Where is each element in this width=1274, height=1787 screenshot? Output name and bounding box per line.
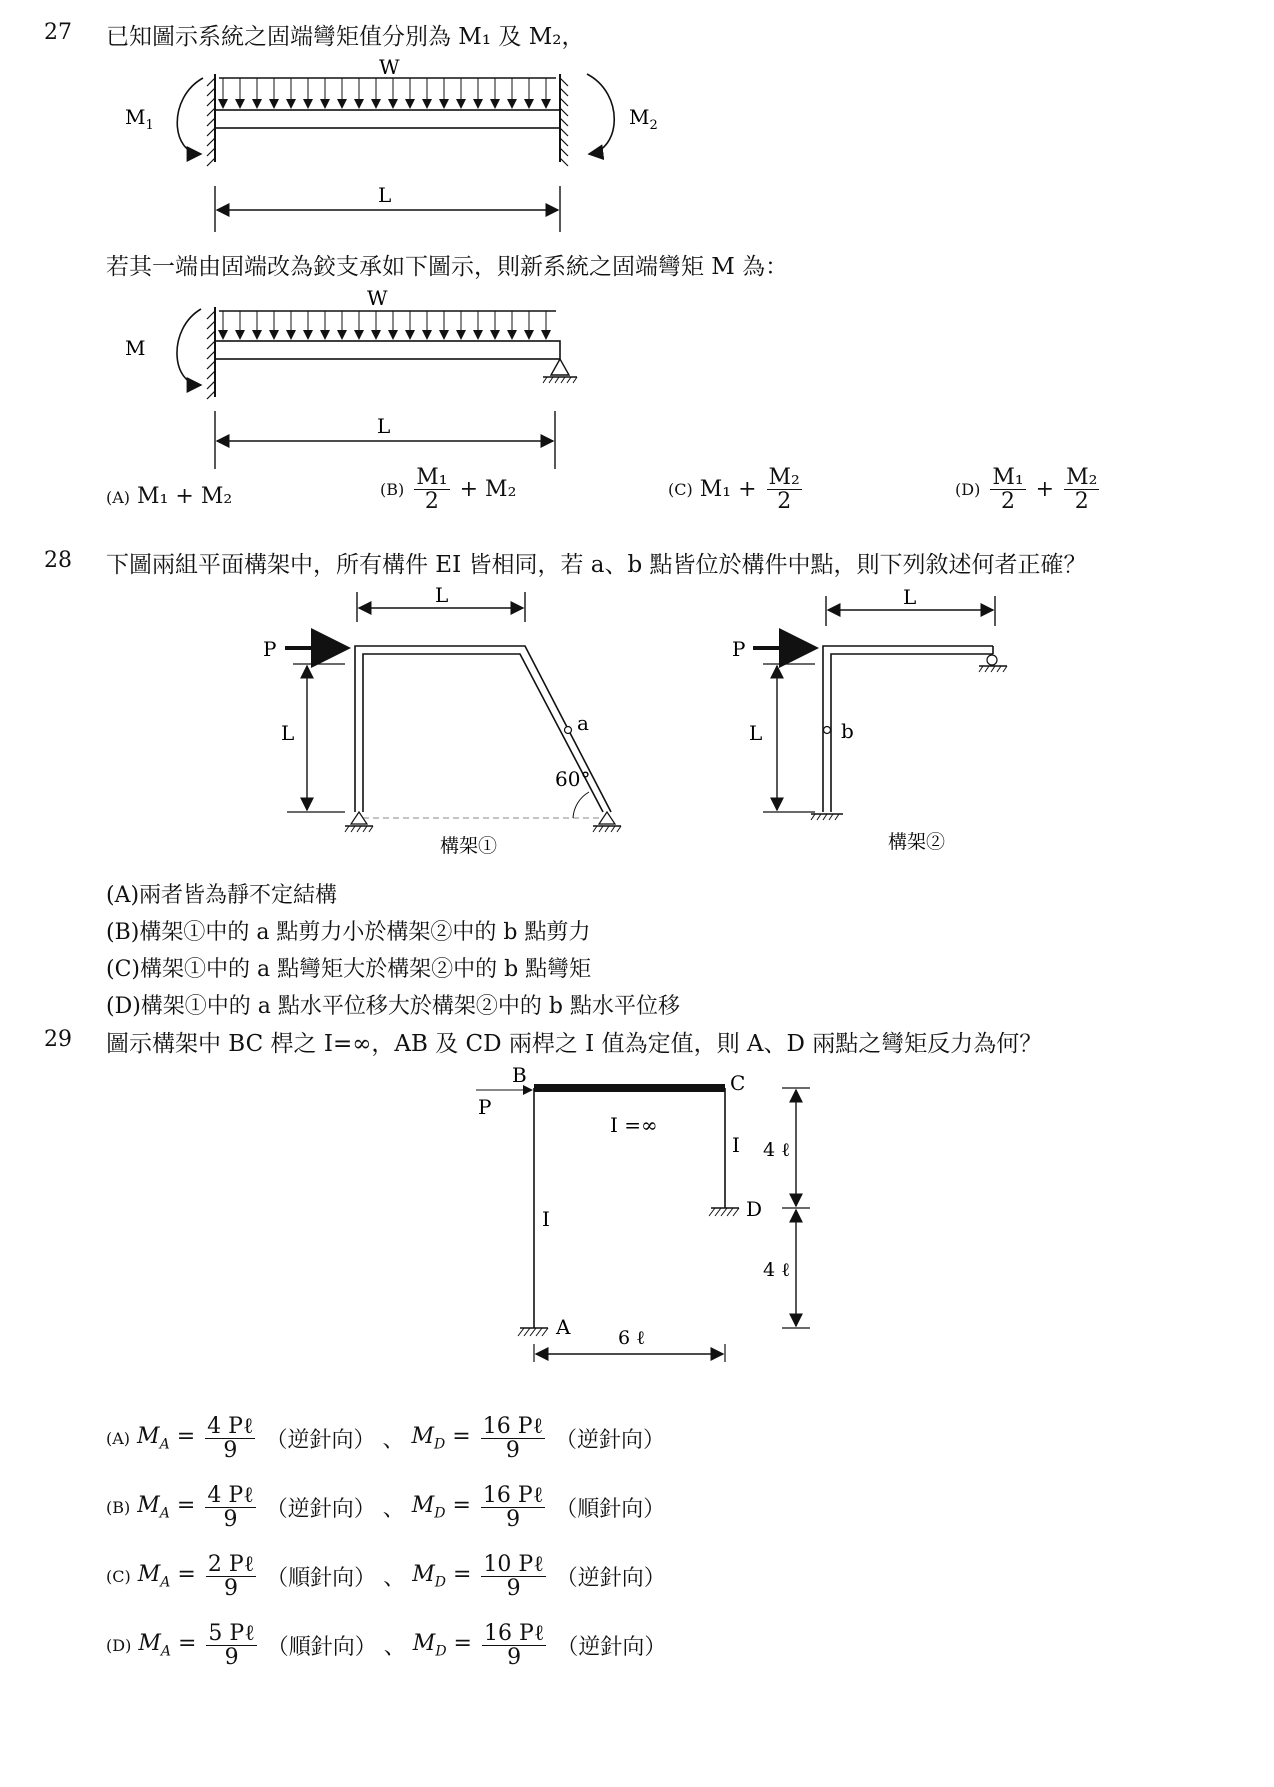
q27-option-b-label: (B)	[380, 480, 405, 500]
frame-1-height-label: L	[281, 721, 295, 745]
q29-option-d-ma-direction: （順針向）	[266, 1635, 377, 1661]
q29-option-a-ma-numerator: 4 Pℓ	[207, 1414, 254, 1439]
q27-option-b-numerator: M₁	[416, 465, 448, 490]
q29-load-label: P	[478, 1095, 492, 1119]
q29-option-a-md-symbol: $M_D$ =	[411, 1424, 471, 1453]
q28-option-b[interactable]: (B)構架①中的 a 點剪力小於構架②中的 b 點剪力	[106, 920, 591, 945]
q27-fig2-load-label: W	[367, 286, 388, 310]
q29-option-c-ma-numerator: 2 Pℓ	[207, 1552, 255, 1577]
q27-option-b-fraction	[414, 466, 449, 513]
q29-option-c-md-symbol: $M_D$ =	[412, 1562, 472, 1591]
q29-option-d-md-direction: （逆針向）	[556, 1635, 667, 1661]
q27-option-a[interactable]	[106, 484, 232, 509]
q29-option-a-ma-fraction	[205, 1415, 255, 1462]
q27-fig2-span-label: L	[377, 414, 391, 438]
frame-1-point-a: a	[577, 711, 589, 735]
q29-option-b-label: (B)	[106, 1498, 131, 1518]
q29-option-d-md-denominator: 9	[507, 1645, 522, 1671]
q29-option-c-ma-denominator: 9	[224, 1576, 238, 1602]
q27-option-d-fraction-1	[990, 466, 1025, 513]
q29-option-d-label: (D)	[106, 1636, 132, 1656]
q29-option-a[interactable]	[106, 1415, 665, 1462]
q29-option-a-ma-direction: （逆針向）	[265, 1428, 376, 1454]
q27-option-b[interactable]	[380, 466, 516, 513]
q29-node-a: A	[556, 1315, 571, 1339]
q29-option-b-separator: 、	[382, 1497, 405, 1523]
q28-figure-frames	[255, 580, 1035, 860]
q27-stem-2: 若其一端由固端改為鉸支承如下圖示，則新系統之固端彎矩 M 為：	[106, 254, 789, 280]
q29-lower-height-label: 4 ℓ	[763, 1259, 791, 1281]
q27-figure-fixed-pinned	[115, 285, 655, 475]
frame-2-caption: 構架②	[888, 831, 946, 853]
q27-option-d-numerator-1: M₁	[992, 465, 1024, 490]
q29-option-b-md-symbol: $M_D$ =	[411, 1493, 471, 1522]
q27-option-d-denominator-2: 2	[1074, 489, 1089, 515]
frame-1	[263, 583, 621, 857]
q29-upper-height-label: 4 ℓ	[763, 1139, 791, 1161]
q27-option-d-denominator-1: 2	[1000, 489, 1015, 515]
q29-option-c-label: (C)	[106, 1567, 131, 1587]
q29-option-b-ma-symbol: $M_A$ =	[137, 1493, 196, 1522]
frame-2-load-label: P	[732, 637, 746, 661]
q29-option-c-ma-direction: （順針向）	[266, 1566, 377, 1592]
q27-option-d-label: (D)	[955, 480, 981, 500]
frame-2-height-label: L	[749, 721, 763, 745]
q29-option-d-separator: 、	[383, 1635, 406, 1661]
q29-option-b-ma-direction: （逆針向）	[265, 1497, 376, 1523]
q29-option-c-md-fraction	[481, 1553, 545, 1600]
q27-option-c-numerator: M₂	[768, 465, 800, 490]
q29-option-d-ma-numerator: 5 Pℓ	[208, 1621, 255, 1646]
q27-option-c-denominator: 2	[777, 489, 792, 515]
q29-option-d-ma-fraction	[206, 1622, 256, 1669]
q29-ab-inertia: I	[542, 1207, 550, 1231]
q29-option-d-md-fraction	[482, 1622, 546, 1669]
q27-option-d-numerator-2: M₂	[1066, 465, 1098, 490]
q29-option-c-ma-fraction	[206, 1553, 256, 1600]
q29-option-c[interactable]	[106, 1553, 666, 1600]
q29-stem: 圖示構架中 BC 桿之 I=∞，AB 及 CD 兩桿之 I 值為定值，則 A、D 兩點之彎矩反力為何？	[106, 1031, 1043, 1057]
q29-option-a-md-direction: （逆針向）	[555, 1428, 666, 1454]
q29-option-c-separator: 、	[383, 1566, 406, 1592]
q27-stem-1: 已知圖示系統之固端彎矩值分別為 M₁ 及 M₂，	[106, 24, 585, 50]
q29-option-c-ma-symbol: $M_A$ =	[137, 1562, 196, 1591]
frame-2-point-b: b	[841, 719, 854, 743]
q28-option-d[interactable]: (D)構架①中的 a 點水平位移大於構架②中的 b 點水平位移	[106, 994, 680, 1019]
q29-width-label: 6 ℓ	[618, 1327, 646, 1349]
q27-fig2-m-label: M	[125, 336, 146, 360]
q27-option-b-tail: + M₂	[459, 477, 517, 503]
q27-option-d[interactable]	[955, 466, 1102, 513]
frame-1-caption: 構架①	[440, 835, 498, 857]
q29-option-a-md-fraction	[481, 1415, 545, 1462]
q29-option-d-md-numerator: 16 Pℓ	[483, 1621, 545, 1646]
q28-number: 28	[44, 548, 72, 573]
q29-option-a-ma-denominator: 9	[223, 1438, 238, 1464]
frame-2-top-dim-label: L	[903, 585, 917, 609]
q29-option-d-ma-symbol: $M_A$ =	[138, 1631, 197, 1660]
q27-option-a-text: M₁ + M₂	[137, 484, 233, 509]
frame-2	[732, 585, 1007, 853]
frame-1-top-dim-label: L	[435, 583, 449, 607]
q27-option-c-label: (C)	[668, 480, 693, 500]
q29-option-a-separator: 、	[382, 1428, 405, 1454]
q29-option-d-md-symbol: $M_D$ =	[412, 1631, 472, 1660]
q29-option-a-md-denominator: 9	[505, 1438, 520, 1464]
q29-option-b-ma-fraction	[205, 1484, 255, 1531]
q27-figure-fixed-fixed	[115, 50, 658, 240]
q27-option-d-plus: +	[1035, 477, 1055, 503]
q27-fig1-m1-label: $M_1$	[125, 105, 154, 133]
q29-option-c-md-numerator: 10 Pℓ	[483, 1552, 544, 1577]
q29-option-d[interactable]	[106, 1622, 666, 1669]
q29-option-a-label: (A)	[106, 1429, 131, 1449]
frame-1-angle-label: 60°	[555, 767, 591, 791]
q29-option-c-md-denominator: 9	[506, 1576, 521, 1602]
q29-node-d: D	[746, 1197, 763, 1221]
q27-fig1-span-label: L	[378, 183, 392, 207]
q27-option-a-label: (A)	[106, 488, 131, 507]
q27-option-c[interactable]	[668, 466, 805, 513]
q29-option-d-ma-denominator: 9	[224, 1645, 239, 1671]
q29-figure-frame	[460, 1060, 840, 1380]
q29-node-b: B	[512, 1063, 527, 1087]
q29-node-c: C	[730, 1071, 746, 1095]
q29-option-a-ma-symbol: $M_A$ =	[137, 1424, 196, 1453]
q27-option-d-fraction-2	[1064, 466, 1099, 513]
q29-option-b-ma-numerator: 4 Pℓ	[207, 1483, 254, 1508]
q29-option-b-ma-denominator: 9	[223, 1507, 238, 1533]
q29-beam-inertia: I =∞	[610, 1113, 658, 1137]
q29-number: 29	[44, 1027, 72, 1052]
q27-option-c-fraction	[767, 466, 802, 513]
q28-stem: 下圖兩組平面構架中，所有構件 EI 皆相同，若 a、b 點皆位於構件中點，則下列敘述何者正確？	[106, 552, 1087, 578]
q27-option-b-denominator: 2	[424, 489, 439, 515]
frame-1-load-label: P	[263, 637, 277, 661]
q27-number: 27	[44, 20, 72, 45]
q28-option-c[interactable]: (C)構架①中的 a 點彎矩大於構架②中的 b 點彎矩	[106, 957, 592, 982]
q29-option-b[interactable]	[106, 1484, 665, 1531]
q29-option-b-md-fraction	[481, 1484, 545, 1531]
q29-option-c-md-direction: （逆針向）	[555, 1566, 666, 1592]
q29-option-a-md-numerator: 16 Pℓ	[482, 1414, 544, 1439]
q29-option-b-md-direction: （順針向）	[555, 1497, 666, 1523]
q28-option-a[interactable]: (A)兩者皆為靜不定結構	[106, 883, 338, 908]
q29-cd-inertia: I	[732, 1133, 740, 1157]
q27-fig1-load-label: W	[379, 55, 400, 79]
q27-fig1-m2-label: $M_2$	[629, 105, 658, 133]
q29-option-b-md-denominator: 9	[506, 1507, 521, 1533]
q29-option-b-md-numerator: 16 Pℓ	[482, 1483, 544, 1508]
q27-option-c-head: M₁ +	[699, 477, 757, 503]
